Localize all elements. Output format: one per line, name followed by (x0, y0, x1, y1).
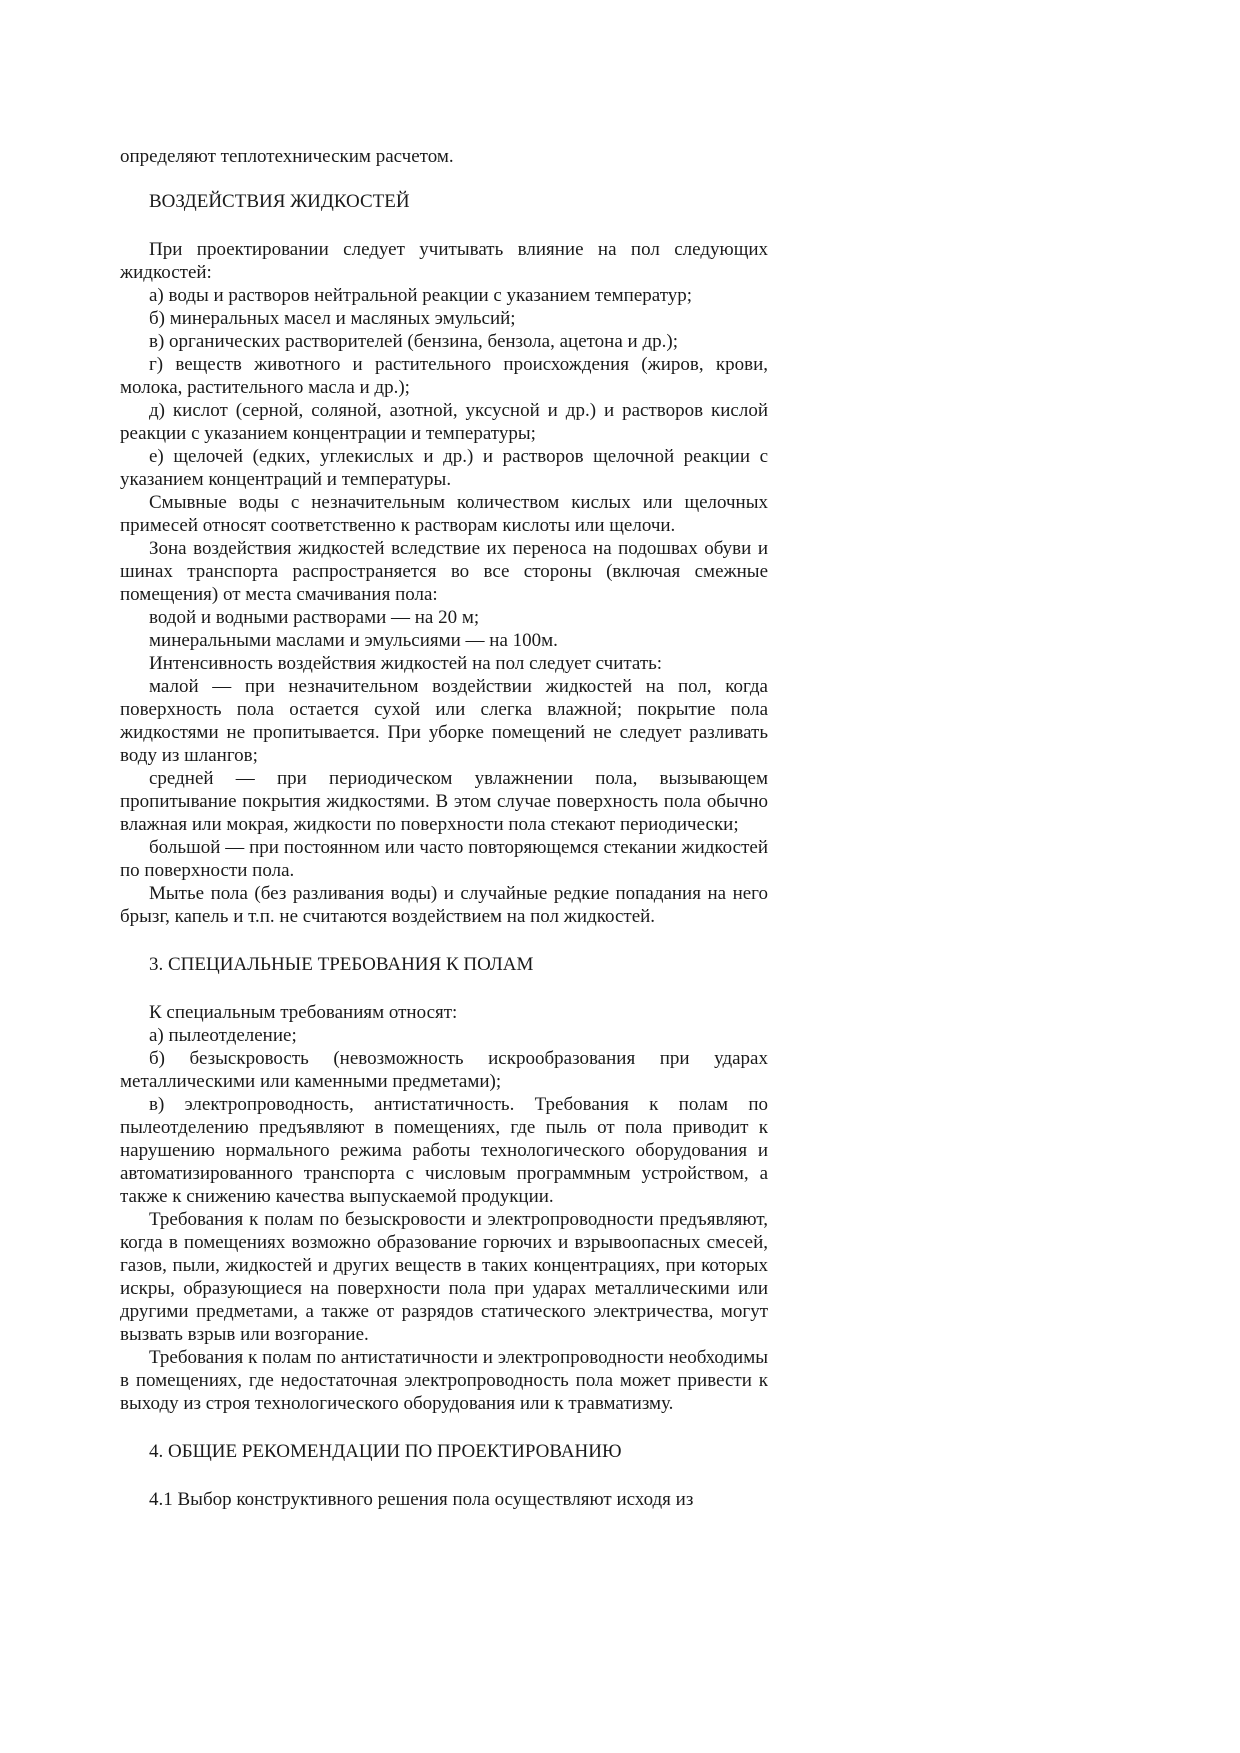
section-heading-special-requirements: 3. СПЕЦИАЛЬНЫЕ ТРЕБОВАНИЯ К ПОЛАМ (149, 954, 534, 975)
paragraph: Смывные воды с незначительным количеством кислых или щелочных примесей относят соответственно к растворам кислоты или щелочи. (120, 492, 768, 536)
intro-text: определяют теплотехническим расчетом. (120, 146, 454, 167)
paragraph: При проектировании следует учитывать влияние на пол следующих жидкостей: (120, 239, 768, 283)
list-item: водой и водными растворами — на 20 м; (149, 607, 480, 628)
list-item: минеральными маслами и эмульсиями — на 100м. (149, 630, 558, 651)
list-item: е) щелочей (едких, углекислых и др.) и растворов щелочной реакции с указанием концентраций и температуры. (120, 446, 768, 490)
list-item: а) воды и растворов нейтральной реакции с указанием температур; (149, 285, 693, 306)
paragraph: малой — при незначительном воздействии жидкостей на пол, когда поверхность пола остается сухой или слегка влажной; покрытие пола жидкостями не пропитывается. При уборке помещений не следует разливать воду из шлангов; (120, 676, 768, 766)
list-item: б) безыскровость (невозможность искрообразования при ударах металлическими или каменными предметами); (120, 1048, 768, 1092)
paragraph: Требования к полам по антистатичности и электропроводности необходимы в помещениях, где недостаточная электропроводность пола может привести к выходу из строя технологического оборудования или к травматизму. (120, 1347, 768, 1414)
section-heading-general-recommendations: 4. ОБЩИЕ РЕКОМЕНДАЦИИ ПО ПРОЕКТИРОВАНИЮ (149, 1441, 622, 1462)
list-item: б) минеральных масел и масляных эмульсий; (149, 308, 516, 329)
list-item: в) органических растворителей (бензина, бензола, ацетона и др.); (149, 331, 678, 352)
list-item: в) электропроводность, антистатичность. Требования к полам по пылеотделению предъявляют в помещениях, где пыль от пола приводит к нарушению нормального режима работы технологического оборудования и автоматизированного транспорта с числовым программным устройством, а также к снижению качества выпускаемой продукции. (120, 1094, 768, 1207)
paragraph: 4.1 Выбор конструктивного решения пола осуществляют исходя из (149, 1489, 694, 1510)
paragraph: Интенсивность воздействия жидкостей на пол следует считать: (149, 653, 663, 674)
paragraph: Требования к полам по безыскровости и электропроводности предъявляют, когда в помещениях возможно образование горючих и взрывоопасных смесей, газов, пыли, жидкостей и других веществ в таких концентрациях, при которых искры, образующиеся на поверхности пола при ударах металлическими или другими предметами, а также от разрядов статического электричества, могут вызвать взрыв или возгорание. (120, 1209, 768, 1345)
list-item: д) кислот (серной, соляной, азотной, уксусной и др.) и растворов кислой реакции с указанием концентрации и температуры; (120, 400, 768, 444)
paragraph: средней — при периодическом увлажнении пола, вызывающем пропитывание покрытия жидкостями. В этом случае поверхность пола обычно влажная или мокрая, жидкости по поверхности пола стекают периодически; (120, 768, 768, 835)
paragraph: К специальным требованиям относят: (149, 1002, 458, 1023)
paragraph: Зона воздействия жидкостей вследствие их переноса на подошвах обуви и шинах транспорта распространяется во все стороны (включая смежные помещения) от места смачивания пола: (120, 538, 768, 605)
list-item: а) пылеотделение; (149, 1025, 297, 1046)
section-heading-liquids: ВОЗДЕЙСТВИЯ ЖИДКОСТЕЙ (149, 191, 410, 212)
document-page (120, 145, 768, 1511)
paragraph: Мытье пола (без разливания воды) и случайные редкие попадания на него брызг, капель и т.п. не считаются воздействием на пол жидкостей. (120, 883, 768, 927)
paragraph: большой — при постоянном или часто повторяющемся стекании жидкостей по поверхности пола. (120, 837, 768, 881)
list-item: г) веществ животного и растительного происхождения (жиров, крови, молока, растительного масла и др.); (120, 354, 768, 398)
